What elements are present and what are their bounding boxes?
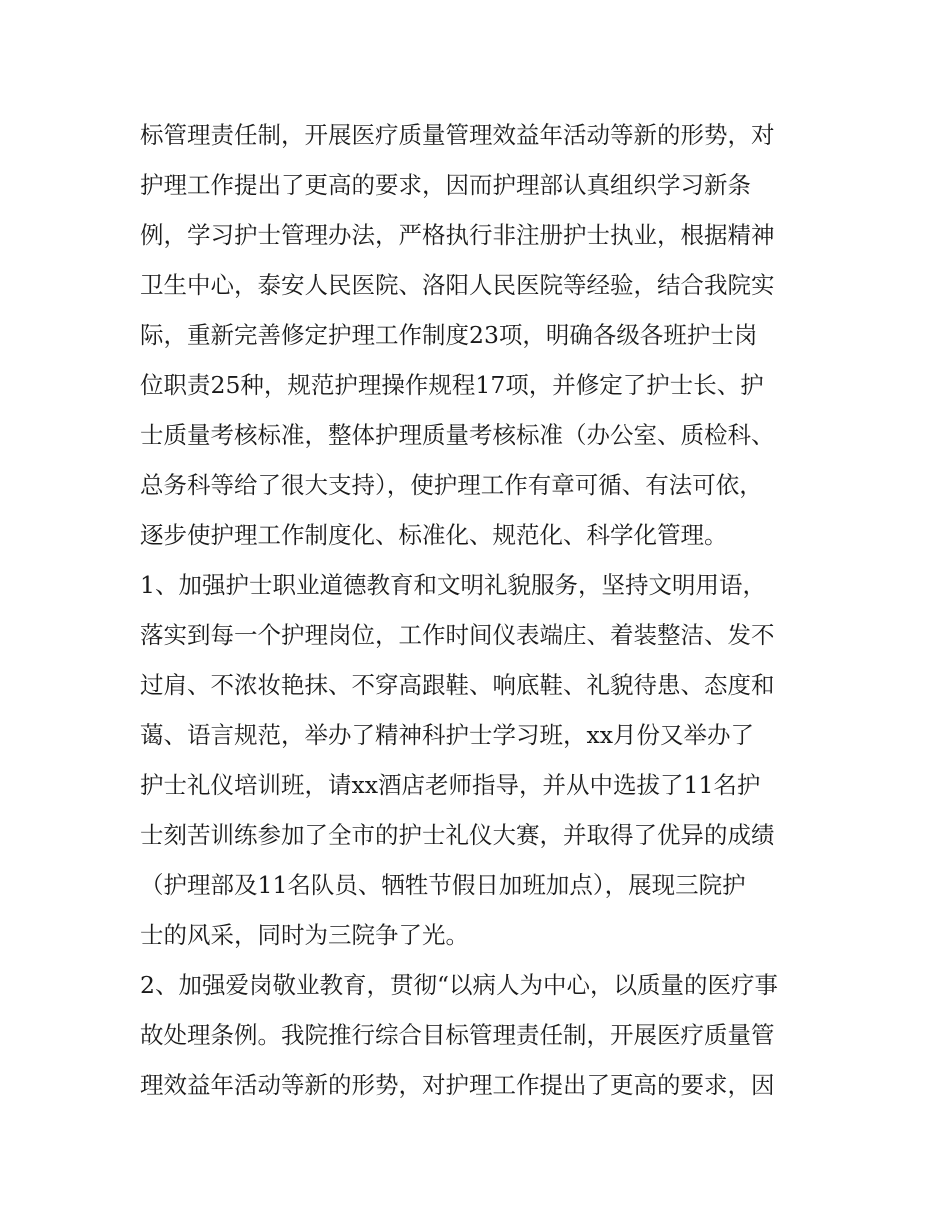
text-line-19: 故处理条例。我院推行综合目标管理责任制，开展医疗质量管 (140, 1021, 775, 1049)
text-line-14: 护士礼仪培训班，请xx酒店老师指导，并从中选拔了11名护 (140, 771, 761, 799)
text-line-18: 2、加强爱岗敬业教育，贯彻“以病人为中心，以质量的医疗事 (140, 971, 778, 999)
text-line-11: 落实到每一个护理岗位，工作时间仪表端庄、着装整洁、发不 (140, 621, 775, 649)
text-line-6: 位职责25种，规范护理操作规程17项，并修定了护士长、护 (140, 371, 764, 399)
text-line-13: 蔼、语言规范，举办了精神科护士学习班，xx月份又举办了 (140, 721, 755, 749)
text-line-5: 际，重新完善修定护理工作制度23项，明确各级各班护士岗 (140, 321, 758, 349)
text-line-4: 卫生中心，泰安人民医院、洛阳人民医院等经验，结合我院实 (140, 271, 775, 299)
text-line-16: （护理部及11名队员、牺牲节假日加班加点），展现三院护 (140, 871, 746, 899)
text-line-15: 士刻苦训练参加了全市的护士礼仪大赛，并取得了优异的成绩 (140, 821, 775, 849)
text-line-9: 逐步使护理工作制度化、标准化、规范化、科学化管理。 (140, 521, 728, 549)
text-line-8: 总务科等给了很大支持），使护理工作有章可循、有法可依， (140, 471, 763, 499)
text-line-3: 例，学习护士管理办法，严格执行非注册护士执业，根据精神 (140, 221, 775, 249)
text-line-20: 理效益年活动等新的形势，对护理工作提出了更高的要求，因 (140, 1071, 775, 1099)
text-line-1: 标管理责任制，开展医疗质量管理效益年活动等新的形势，对 (140, 121, 775, 149)
text-line-12: 过肩、不浓妆艳抹、不穿高跟鞋、响底鞋、礼貌待患、态度和 (140, 671, 775, 699)
document-body (140, 110, 820, 1110)
text-line-7: 士质量考核标准，整体护理质量考核标准（办公室、质检科、 (140, 421, 775, 449)
text-line-17: 士的风采，同时为三院争了光。 (140, 921, 469, 949)
text-line-10: 1、加强护士职业道德教育和文明礼貌服务，坚持文明用语， (140, 571, 766, 599)
text-line-2: 护理工作提出了更高的要求，因而护理部认真组织学习新条 (140, 171, 751, 199)
